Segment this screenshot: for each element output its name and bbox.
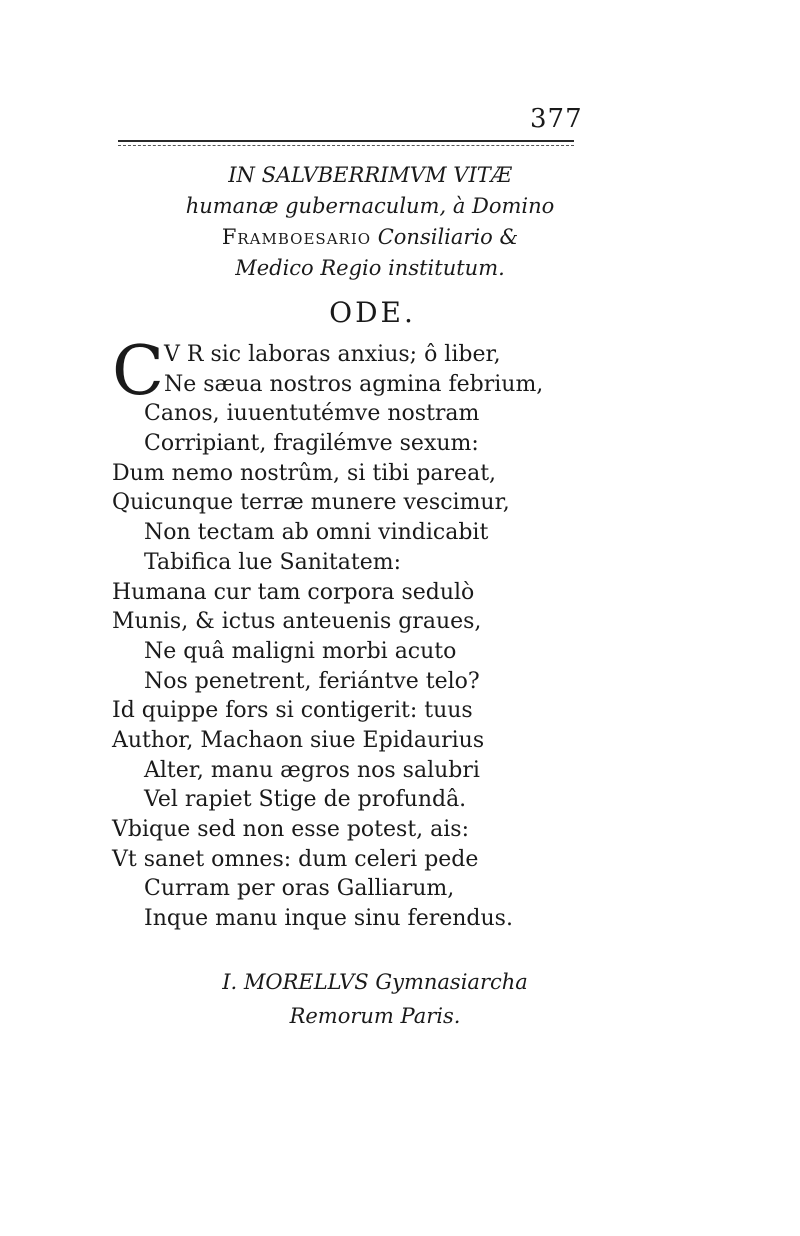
verse-line: Vel rapiet Stige de profundâ. [144,787,467,813]
verse-line: Curram per oras Galliarum, [144,876,455,902]
verse-line: Quicunque terræ munere vescimur, [112,490,510,516]
verse-line: Vt sanet omnes: dum celeri pede [112,846,479,872]
verse-line: V R sic laboras anxius; ô liber, [164,342,501,367]
verse-line: Ne sæua nostros agmina febrium, [164,371,544,397]
signature-line-1: I. MORELLVS Gymnasiarcha [222,970,528,994]
verse-line: Tabifica lue Sanitatem: [144,549,402,575]
poem-heading [100,160,640,284]
header-rule [118,140,574,142]
verse-line: Ne quâ maligni morbi acuto [144,638,457,664]
verse-line: Munis, & ictus anteuenis graues, [112,609,482,635]
verse-line: Nos penetrent, feriántve telo? [144,668,480,694]
verse-line: Canos, iuuentutémve nostram [144,401,480,427]
verse-line: Humana cur tam corpora sedulò [112,579,475,605]
signature [100,965,650,1033]
poem-body [112,332,552,934]
verse-line: Vbique sed non esse potest, ais: [112,817,470,842]
page-number: 377 [530,104,583,134]
ode-title: ODE. [329,296,416,329]
heading-line-3-rest: Consiliario & [371,225,519,249]
verse-line: Author, Machaon siue Epidaurius [112,727,485,753]
verse-line: Dum nemo nostrûm, si tibi pareat, [112,460,497,486]
verse-line: Alter, manu ægros nos salubri [144,757,480,783]
heading-name: Framboesario [221,225,372,249]
signature-line-2: Remorum Paris. [289,1004,461,1028]
heading-line-1: IN SALVBERRIMVM VITÆ [228,163,512,187]
drop-cap: C [112,332,165,411]
heading-line-3 [100,222,640,253]
heading-line-4: Medico Regio institutum. [235,256,505,280]
heading-line-2: humanæ gubernaculum, à Domino [185,194,555,218]
verse-line: Non tectam ab omni vindicabit [144,520,489,546]
verse-line: Id quippe fors si contigerit: tuus [112,698,473,724]
verse-line: Corripiant, fragilémve sexum: [144,431,479,457]
verse-line: Inque manu inque sinu ferendus. [144,906,513,932]
